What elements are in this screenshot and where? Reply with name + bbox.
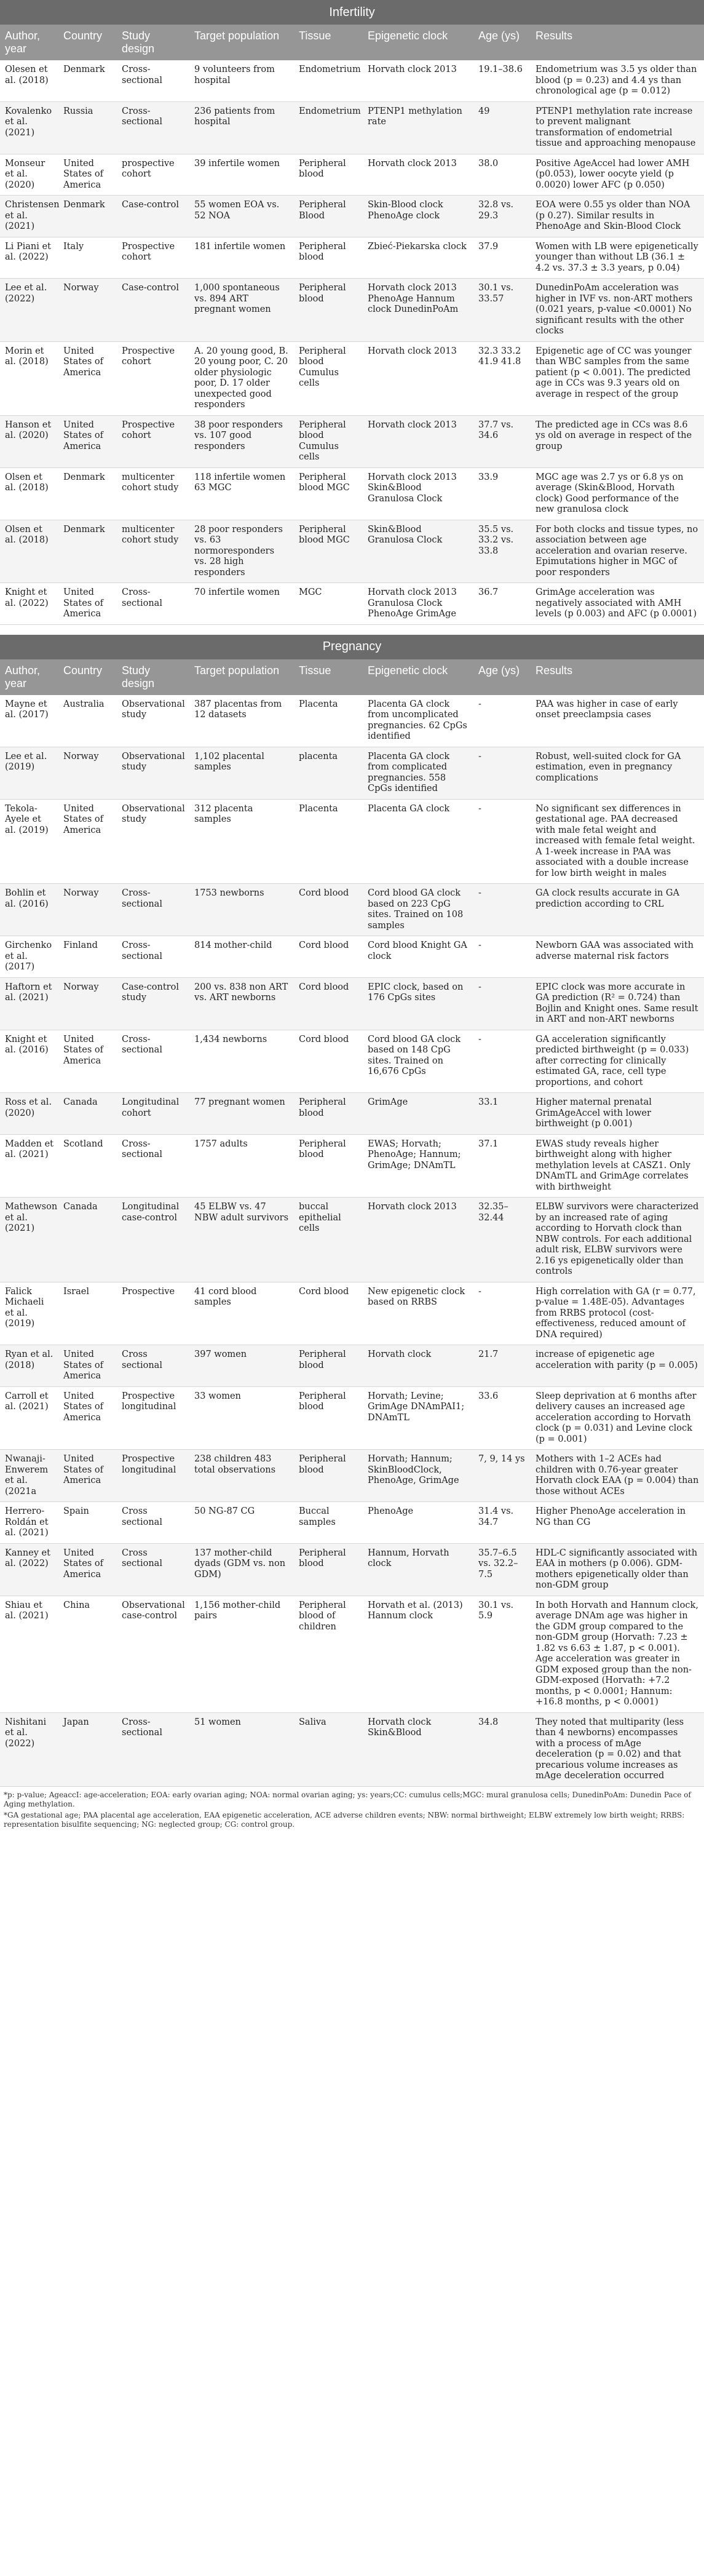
table-cell: 30.1 vs. 5.9 [473, 1596, 531, 1712]
table-cell: Kanney et al. (2022) [0, 1543, 58, 1596]
table-cell: DunedinPoAm acceleration was higher in IVF vs. non-ART mothers (0.021 years, p-value <0.0001) No significant results with the other clocks [531, 279, 704, 342]
table-cell: buccal epithelial cells [294, 1198, 363, 1282]
table-cell: New epigenetic clock based on RRBS [363, 1282, 473, 1345]
table-cell: Placenta GA clock from complicated pregnancies. 558 CpGs identified [363, 747, 473, 799]
table-cell: Peripheral blood [294, 279, 363, 342]
table-cell: Girchenko et al. (2017) [0, 936, 58, 978]
table-cell: prospective cohort [117, 154, 189, 196]
table-cell: Nishitani et al. (2022) [0, 1712, 58, 1786]
table-cell: Israel [58, 1282, 117, 1345]
table-cell: Knight et al. (2022) [0, 583, 58, 625]
table-row [0, 884, 704, 936]
table-cell: Olsen et al. (2018) [0, 520, 58, 583]
table-cell: Carroll et al. (2021) [0, 1386, 58, 1450]
table-cell: Scotland [58, 1134, 117, 1198]
table-cell: China [58, 1596, 117, 1712]
column-header: Age (ys) [478, 30, 520, 42]
table-row [0, 695, 704, 747]
table-cell: Knight et al. (2016) [0, 1030, 58, 1093]
column-header: Results [536, 30, 573, 42]
table-cell: Bohlin et al. (2016) [0, 884, 58, 936]
table-cell: No significant sex differences in gestational age. PAA decreased with male fetal weight and increased with female fetal weight. A 1-week increase in PAA was associated with a double increase for low birth weight in males [531, 799, 704, 884]
table-row [0, 799, 704, 884]
table-cell: PTENP1 methylation rate [363, 101, 473, 154]
table-cell: 9 volunteers from hospital [189, 60, 294, 101]
table-row [0, 583, 704, 625]
table-cell: Cord blood GA clock based on 148 CpG sites. Trained on 16,676 CpGs [363, 1030, 473, 1093]
table-cell: ELBW survivors were characterized by an increased rate of aging according to Horvath clock than NBW controls. For each additional adult risk, ELBW survivors were 2.16 ys epigenetically older than controls [531, 1198, 704, 1282]
table-cell: Peripheral blood Cumulus cells [294, 415, 363, 467]
table-row [0, 1450, 704, 1502]
column-header: Study design [122, 664, 155, 690]
table-cell: Cross-sectional [117, 1134, 189, 1198]
footnotes [0, 1787, 704, 1835]
table-cell: Shiau et al. (2021) [0, 1596, 58, 1712]
table-cell: Peripheral blood [294, 1543, 363, 1596]
table-cell: Li Piani et al. (2022) [0, 237, 58, 279]
table-cell: Case-control [117, 196, 189, 237]
section-title: Infertility [329, 5, 375, 19]
infertility-section [0, 0, 704, 625]
table-row [0, 1596, 704, 1712]
table-cell: Horvath clock [363, 1345, 473, 1387]
table-cell: Peripheral blood Cumulus cells [294, 341, 363, 415]
table-cell: Lee et al. (2019) [0, 747, 58, 799]
table-cell: Cord blood [294, 977, 363, 1030]
table-cell: 1,434 newborns [189, 1030, 294, 1093]
table-cell: United States of America [58, 583, 117, 625]
table-cell: United States of America [58, 341, 117, 415]
table-cell: Monseur et al. (2020) [0, 154, 58, 196]
column-header: Author, year [5, 30, 41, 55]
table-cell: 70 infertile women [189, 583, 294, 625]
table-cell: Kovalenko et al. (2021) [0, 101, 58, 154]
table-cell: Denmark [58, 196, 117, 237]
table-cell: Prospective cohort [117, 415, 189, 467]
table-cell: Tekola-Ayele et al. (2019) [0, 799, 58, 884]
table-cell: GrimAge [363, 1093, 473, 1135]
table-cell: Cord blood [294, 936, 363, 978]
table-cell: MGC age was 2.7 ys or 6.8 ys on average (Skin&Blood, Horvath clock) Good performance of the new granulosa clock [531, 467, 704, 520]
table-cell: GA clock results accurate in GA prediction according to CRL [531, 884, 704, 936]
table-cell: Longitudinal case-control [117, 1198, 189, 1282]
table-row [0, 1345, 704, 1387]
table-cell: 137 mother-child dyads (GDM vs. non GDM) [189, 1543, 294, 1596]
table-cell: Prospective cohort [117, 341, 189, 415]
table-cell: Epigenetic age of CC was younger than WBC samples from the same patient (p < 0.001). The predicted age in CCs was 9.3 years old on average in respect of the group [531, 341, 704, 415]
table-cell: Peripheral blood [294, 1134, 363, 1198]
table-cell: Longitudinal cohort [117, 1093, 189, 1135]
table-cell: Nwanaji-Enwerem et al. (2021a [0, 1450, 58, 1502]
column-header: Results [536, 664, 573, 677]
table-cell: 387 placentas from 12 datasets [189, 695, 294, 747]
table-cell: United States of America [58, 1543, 117, 1596]
table-cell: Finland [58, 936, 117, 978]
table-cell: - [473, 936, 531, 978]
column-header: Tissue [299, 664, 331, 677]
table-cell: 49 [473, 101, 531, 154]
table-cell: increase of epigenetic age acceleration with parity (p = 0.005) [531, 1345, 704, 1387]
table-cell: Peripheral blood [294, 1093, 363, 1135]
table-cell: Norway [58, 884, 117, 936]
table-cell: Prospective [117, 1282, 189, 1345]
table-cell: 39 infertile women [189, 154, 294, 196]
table-cell: Russia [58, 101, 117, 154]
table-cell: placenta [294, 747, 363, 799]
table-cell: Cross-sectional [117, 936, 189, 978]
table-cell: Denmark [58, 520, 117, 583]
footnote: *p: p-value; AgeaccI: age-acceleration; EOA: early ovarian aging; NOA: normal ovarian aging; ys: years;CC: cumulus cells;MGC: mural granulosa cells; DunedinPoAm: Dunedin Pace of Aging methylation. [4, 1790, 691, 1808]
table-cell: They noted that multiparity (less than 4 newborns) encompasses with a process of mAge deceleration (p = 0.02) and that precarious volume increases as mAge deceleration occurred [531, 1712, 704, 1786]
table-cell: Ryan et al. (2018) [0, 1345, 58, 1387]
table-cell: Spain [58, 1502, 117, 1544]
table-cell: Observational study [117, 695, 189, 747]
table-cell: Denmark [58, 467, 117, 520]
infertility-table [0, 0, 704, 625]
table-cell: The predicted age in CCs was 8.6 ys old on average in respect of the group [531, 415, 704, 467]
table-cell: 28 poor responders vs. 63 normoresponders vs. 28 high responders [189, 520, 294, 583]
table-cell: Peripheral blood [294, 237, 363, 279]
table-cell: Ross et al. (2020) [0, 1093, 58, 1135]
table-cell: 1753 newborns [189, 884, 294, 936]
table-cell: - [473, 1030, 531, 1093]
table-cell: Horvath clock 2013 [363, 415, 473, 467]
table-cell: 397 women [189, 1345, 294, 1387]
pregnancy-section [0, 635, 704, 1835]
table-cell: Peripheral Blood [294, 196, 363, 237]
table-cell: 36.7 [473, 583, 531, 625]
section-title: Pregnancy [322, 640, 382, 653]
table-cell: Saliva [294, 1712, 363, 1786]
table-cell: 34.8 [473, 1712, 531, 1786]
table-cell: Skin&Blood Granulosa Clock [363, 520, 473, 583]
table-cell: 1757 adults [189, 1134, 294, 1198]
table-cell: Peripheral blood [294, 1386, 363, 1450]
table-cell: 118 infertile women 63 MGC [189, 467, 294, 520]
table-cell: 181 infertile women [189, 237, 294, 279]
table-cell: Case-control [117, 279, 189, 342]
table-cell: Endometrium was 3.5 ys older than blood (p = 0.23) and 4.4 ys than chronological age (p = 0.012) [531, 60, 704, 101]
table-cell: Norway [58, 279, 117, 342]
column-header: Age (ys) [478, 664, 520, 677]
table-cell: 33.1 [473, 1093, 531, 1135]
table-cell: 38.0 [473, 154, 531, 196]
table-cell: Horvath clock 2013 Granulosa Clock PhenoAge GrimAge [363, 583, 473, 625]
table-cell: GrimAge acceleration was negatively associated with AMH levels (p 0.003) and AFC (p 0.0001) [531, 583, 704, 625]
table-cell: Skin-Blood clock PhenoAge clock [363, 196, 473, 237]
table-cell: PAA was higher in case of early onset preeclampsia cases [531, 695, 704, 747]
table-cell: Morin et al. (2018) [0, 341, 58, 415]
table-row [0, 747, 704, 799]
table-cell: Norway [58, 977, 117, 1030]
table-cell: 33 women [189, 1386, 294, 1450]
table-cell: Cross sectional [117, 1502, 189, 1544]
table-cell: United States of America [58, 799, 117, 884]
table-row [0, 1543, 704, 1596]
column-header: Epigenetic clock [368, 30, 448, 42]
table-cell: 19.1–38.6 [473, 60, 531, 101]
table-cell: Observational study [117, 747, 189, 799]
table-cell: Zbieć-Piekarska clock [363, 237, 473, 279]
table-row [0, 154, 704, 196]
table-cell: 35.5 vs. 33.2 vs. 33.8 [473, 520, 531, 583]
table-cell: Canada [58, 1093, 117, 1135]
table-row [0, 237, 704, 279]
table-cell: Japan [58, 1712, 117, 1786]
table-cell: 32.35–32.44 [473, 1198, 531, 1282]
column-header: Target population [194, 664, 280, 677]
table-cell: Horvath clock 2013 PhenoAge Hannum clock DunedinPoAm [363, 279, 473, 342]
table-row [0, 1502, 704, 1544]
table-row [0, 60, 704, 101]
table-cell: A. 20 young good, B. 20 young poor, C. 20 older physiologic poor, D. 17 older unexpected good responders [189, 341, 294, 415]
table-cell: Australia [58, 695, 117, 747]
table-cell: Placenta [294, 799, 363, 884]
table-cell: Endometrium [294, 60, 363, 101]
table-cell: Positive AgeAccel had lower AMH (p0.053), lower oocyte yield (p 0.0020) lower AFC (p 0.050) [531, 154, 704, 196]
table-cell: Cross-sectional [117, 60, 189, 101]
table-cell: GA acceleration significantly predicted birthweight (p = 0.033) after correcting for clinically estimated GA, race, cell type proportions, and cohort [531, 1030, 704, 1093]
table-cell: 37.1 [473, 1134, 531, 1198]
table-cell: Falick Michaeli et al. (2019) [0, 1282, 58, 1345]
table-cell: Endometrium [294, 101, 363, 154]
table-row [0, 1093, 704, 1135]
table-cell: Peripheral blood of children [294, 1596, 363, 1712]
table-cell: EWAS; Horvath; PhenoAge; Hannum; GrimAge; DNAmTL [363, 1134, 473, 1198]
footnote: *GA gestational age; PAA placental age acceleration, EAA epigenetic acceleration, ACE adverse children events; NBW: normal birthweight; ELBW extremely low birth weight; RRBS: representation bisulfite sequencing; NG: neglected group; CG: control group. [4, 1810, 685, 1829]
table-header-row [0, 659, 704, 695]
table-cell: 50 NG-87 CG [189, 1502, 294, 1544]
table-cell: Hannum, Horvath clock [363, 1543, 473, 1596]
table-cell: Cross-sectional [117, 1030, 189, 1093]
table-header-row [0, 25, 704, 60]
table-cell: Prospective cohort [117, 237, 189, 279]
table-row [0, 1386, 704, 1450]
table-cell: 55 women EOA vs. 52 NOA [189, 196, 294, 237]
table-cell: 814 mother-child [189, 936, 294, 978]
table-cell: Lee et al. (2022) [0, 279, 58, 342]
table-cell: Horvath clock 2013 [363, 154, 473, 196]
table-cell: 77 pregnant women [189, 1093, 294, 1135]
table-cell: Observational case-control [117, 1596, 189, 1712]
table-cell: High correlation with GA (r = 0.77, p-value = 1.48E-05). Advantages from RRBS protocol (cost-effectiveness, reduced amount of DNA required) [531, 1282, 704, 1345]
table-cell: Horvath; Levine; GrimAge DNAmPAI1; DNAmTL [363, 1386, 473, 1450]
table-row [0, 467, 704, 520]
pregnancy-table [0, 635, 704, 1787]
table-cell: Placenta GA clock [363, 799, 473, 884]
table-cell: Horvath clock Skin&Blood [363, 1712, 473, 1786]
table-cell: Placenta [294, 695, 363, 747]
column-header: Tissue [299, 30, 331, 42]
table-cell: Women with LB were epigenetically younger than without LB (36.1 ± 4.2 vs. 37.3 ± 3.3 years, p 0.04) [531, 237, 704, 279]
table-cell: Olesen et al. (2018) [0, 60, 58, 101]
table-cell: 7, 9, 14 ys [473, 1450, 531, 1502]
table-cell: Horvath clock 2013 [363, 1198, 473, 1282]
table-cell: Higher PhenoAge acceleration in NG than CG [531, 1502, 704, 1544]
table-cell: Prospective longitudinal [117, 1386, 189, 1450]
column-header: Country [63, 30, 103, 42]
table-cell: Buccal samples [294, 1502, 363, 1544]
column-header: Country [63, 664, 103, 677]
table-cell: 37.9 [473, 237, 531, 279]
table-cell: Peripheral blood [294, 1345, 363, 1387]
table-cell: EPIC clock was more accurate in GA prediction (R² = 0.724) than Bojlin and Knight ones. Same result in ART and non-ART newborns [531, 977, 704, 1030]
table-cell: In both Horvath and Hannum clock, average DNAm age was higher in the GDM group compared to the non-GDM group (Horvath: 7.23 ± 1.82 vs 6.63 ± 1.87, p < 0.001). Age acceleration was greater in GDM exposed group than the non-GDM-exposed (Horvath: +7.2 months, p < 0.0001; Hannum: +16.8 months, p < 0.0001) [531, 1596, 704, 1712]
table-cell: - [473, 977, 531, 1030]
table-cell: 38 poor responders vs. 107 good responders [189, 415, 294, 467]
table-cell: Cross-sectional [117, 1712, 189, 1786]
table-cell: Peripheral blood [294, 1450, 363, 1502]
table-cell: - [473, 747, 531, 799]
table-cell: Mothers with 1–2 ACEs had children with 0.76-year greater Horvath clock EAA (p = 0.004) than those without ACEs [531, 1450, 704, 1502]
column-header: Study design [122, 30, 155, 55]
table-cell: Norway [58, 747, 117, 799]
table-cell: Robust, well-suited clock for GA estimation, even in pregnancy complications [531, 747, 704, 799]
table-cell: Cross sectional [117, 1543, 189, 1596]
table-cell: PTENP1 methylation rate increase to prevent malignant transformation of endometrial tissue and approaching menopause [531, 101, 704, 154]
table-cell: Cord blood [294, 884, 363, 936]
table-cell: 236 patients from hospital [189, 101, 294, 154]
table-cell: 32.3 33.2 41.9 41.8 [473, 341, 531, 415]
table-cell: 32.8 vs. 29.3 [473, 196, 531, 237]
table-cell: Christensen et al. (2021) [0, 196, 58, 237]
table-cell: Denmark [58, 60, 117, 101]
table-cell: Canada [58, 1198, 117, 1282]
table-cell: United States of America [58, 154, 117, 196]
table-cell: 1,000 spontaneous vs. 894 ART pregnant women [189, 279, 294, 342]
table-row [0, 1282, 704, 1345]
table-row [0, 1134, 704, 1198]
table-cell: HDL-C significantly associated with EAA in mothers (p 0.006). GDM-mothers epigenetically older than non-GDM group [531, 1543, 704, 1596]
table-cell: 37.7 vs. 34.6 [473, 415, 531, 467]
table-cell: - [473, 799, 531, 884]
table-cell: Madden et al. (2021) [0, 1134, 58, 1198]
table-cell: Horvath; Hannum; SkinBloodClock, PhenoAge, GrimAge [363, 1450, 473, 1502]
table-row [0, 1712, 704, 1786]
table-cell: Horvath et al. (2013) Hannum clock [363, 1596, 473, 1712]
table-cell: 21.7 [473, 1345, 531, 1387]
table-cell: Placenta GA clock from uncomplicated pregnancies. 62 CpGs identified [363, 695, 473, 747]
table-row [0, 936, 704, 978]
table-cell: 51 women [189, 1712, 294, 1786]
table-row [0, 520, 704, 583]
table-row [0, 101, 704, 154]
table-cell: Cross-sectional [117, 101, 189, 154]
table-cell: Cord blood GA clock based on 223 CpG sites. Trained on 108 samples [363, 884, 473, 936]
table-cell: EOA were 0.55 ys older than NOA (p 0.27). Similar results in PhenoAge and Skin-Blood Clock [531, 196, 704, 237]
column-header: Author, year [5, 664, 41, 690]
table-cell: Case-control study [117, 977, 189, 1030]
table-cell: - [473, 884, 531, 936]
table-cell: United States of America [58, 415, 117, 467]
table-cell: 238 children 483 total observations [189, 1450, 294, 1502]
table-cell: Peripheral blood MGC [294, 467, 363, 520]
table-cell: 30.1 vs. 33.57 [473, 279, 531, 342]
table-cell: Haftorn et al. (2021) [0, 977, 58, 1030]
table-cell: Observational study [117, 799, 189, 884]
table-cell: Horvath clock 2013 [363, 341, 473, 415]
table-cell: United States of America [58, 1345, 117, 1387]
table-cell: 45 ELBW vs. 47 NBW adult survivors [189, 1198, 294, 1282]
table-cell: Cross-sectional [117, 884, 189, 936]
table-cell: EPIC clock, based on 176 CpGs sites [363, 977, 473, 1030]
table-row [0, 279, 704, 342]
table-cell: Cord blood [294, 1030, 363, 1093]
table-cell: 1,102 placental samples [189, 747, 294, 799]
table-row [0, 415, 704, 467]
table-cell: Olsen et al. (2018) [0, 467, 58, 520]
table-cell: Horvath clock 2013 Skin&Blood Granulosa Clock [363, 467, 473, 520]
table-cell: 35.7–6.5 vs. 32.2–7.5 [473, 1543, 531, 1596]
table-cell: EWAS study reveals higher birthweight along with higher methylation levels at CASZ1. Only DNAmTL and GrimAge correlates with birthweight [531, 1134, 704, 1198]
table-cell: Sleep deprivation at 6 months after delivery causes an increased age acceleration according to Horvath clock (p = 0.031) and Levine clock (p = 0.001) [531, 1386, 704, 1450]
table-cell: Italy [58, 237, 117, 279]
column-header: Target population [194, 30, 280, 42]
table-row [0, 196, 704, 237]
table-cell: MGC [294, 583, 363, 625]
table-row [0, 341, 704, 415]
table-cell: 33.6 [473, 1386, 531, 1450]
table-cell: Prospective longitudinal [117, 1450, 189, 1502]
table-cell: Cross sectional [117, 1345, 189, 1387]
table-cell: 31.4 vs. 34.7 [473, 1502, 531, 1544]
table-cell: Higher maternal prenatal GrimAgeAccel with lower birthweight (p 0.001) [531, 1093, 704, 1135]
table-cell: United States of America [58, 1030, 117, 1093]
table-row [0, 977, 704, 1030]
table-cell: PhenoAge [363, 1502, 473, 1544]
table-cell: 1,156 mother-child pairs [189, 1596, 294, 1712]
table-cell: United States of America [58, 1386, 117, 1450]
table-cell: United States of America [58, 1450, 117, 1502]
column-header: Epigenetic clock [368, 664, 448, 677]
table-cell: - [473, 695, 531, 747]
table-cell: Cross-sectional [117, 583, 189, 625]
table-cell: - [473, 1282, 531, 1345]
table-cell: Peripheral blood [294, 154, 363, 196]
table-cell: Herrero-Roldán et al. (2021) [0, 1502, 58, 1544]
table-cell: 200 vs. 838 non ART vs. ART newborns [189, 977, 294, 1030]
table-cell: For both clocks and tissue types, no association between age acceleration and ovarian reserve. Epimutations higher in MGC of poor responders [531, 520, 704, 583]
table-row [0, 1198, 704, 1282]
table-row [0, 1030, 704, 1093]
table-cell: 41 cord blood samples [189, 1282, 294, 1345]
table-cell: Cord blood [294, 1282, 363, 1345]
table-cell: Horvath clock 2013 [363, 60, 473, 101]
table-cell: Peripheral blood MGC [294, 520, 363, 583]
table-cell: Hanson et al. (2020) [0, 415, 58, 467]
table-cell: Cord blood Knight GA clock [363, 936, 473, 978]
table-cell: 312 placenta samples [189, 799, 294, 884]
table-cell: multicenter cohort study [117, 520, 189, 583]
table-cell: Mathewson et al. (2021) [0, 1198, 58, 1282]
table-cell: Newborn GAA was associated with adverse maternal risk factors [531, 936, 704, 978]
table-cell: multicenter cohort study [117, 467, 189, 520]
table-cell: Mayne et al. (2017) [0, 695, 58, 747]
table-cell: 33.9 [473, 467, 531, 520]
